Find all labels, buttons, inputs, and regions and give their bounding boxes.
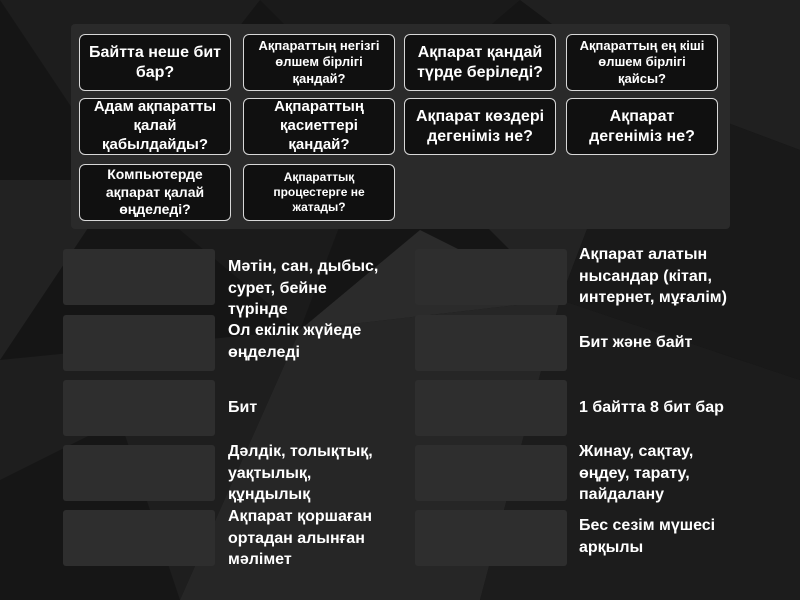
drop-slot[interactable] (63, 315, 215, 371)
drop-slot[interactable] (63, 510, 215, 566)
card-label: Байтта неше бит бар? (88, 43, 222, 81)
card-label: Ақпараттың ең кіші өлшем бірлігі қайсы? (579, 38, 705, 86)
drop-slot[interactable] (415, 445, 567, 501)
answer-text: Бит және байт (579, 334, 693, 351)
card-label: Ақпарат қандай түрде беріледі? (417, 43, 543, 81)
question-card[interactable] (243, 98, 395, 155)
answer-text: Жинау, сақтау, өңдеу, тарату, пайдалану (579, 443, 694, 504)
answer-text: Ол екілік жүйеде өңделеді (228, 322, 362, 361)
question-card[interactable] (566, 98, 718, 155)
answer-text: Бит (228, 399, 258, 416)
answer-text: Мәтін, сан, дыбыс, сурет, бейне түрінде (228, 258, 379, 319)
question-card[interactable] (243, 34, 395, 91)
drop-slot[interactable] (415, 315, 567, 371)
question-card[interactable] (566, 34, 718, 91)
drop-slot[interactable] (415, 510, 567, 566)
answer-text: Ақпарат алатын нысандар (кітап, интернет, мұғалім) (579, 246, 727, 307)
answer-text: 1 байтта 8 бит бар (579, 399, 724, 416)
question-card[interactable] (243, 164, 395, 221)
card-label: Ақпарат дегеніміз не? (589, 107, 695, 145)
question-card[interactable] (404, 98, 556, 155)
drop-slot[interactable] (415, 249, 567, 305)
card-label: Компьютерде ақпарат қалай өңделеді? (105, 166, 205, 218)
card-label: Ақпарат көздері дегеніміз не? (415, 107, 545, 145)
question-card[interactable] (79, 34, 231, 91)
drop-slot[interactable] (63, 445, 215, 501)
drop-slot[interactable] (63, 249, 215, 305)
question-card[interactable] (79, 164, 231, 221)
card-label: Адам ақпаратты қалай қабылдайды? (93, 98, 217, 153)
drop-slot[interactable] (63, 380, 215, 436)
question-card[interactable] (404, 34, 556, 91)
card-label: Ақпараттық процестерге не жатады? (273, 170, 365, 214)
card-label: Ақпараттың негізгі өлшем бірлігі қандай? (258, 38, 380, 86)
card-label: Ақпараттың қасиеттері қандай? (274, 98, 364, 153)
answer-text: Дәлдік, толықтық, уақтылық, құндылық (228, 443, 373, 504)
answer-text: Бес сезім мүшесі арқылы (579, 517, 716, 556)
question-card[interactable] (79, 98, 231, 155)
drop-slot[interactable] (415, 380, 567, 436)
answer-text: Ақпарат қоршаған ортадан алынған мәлімет (228, 508, 373, 569)
